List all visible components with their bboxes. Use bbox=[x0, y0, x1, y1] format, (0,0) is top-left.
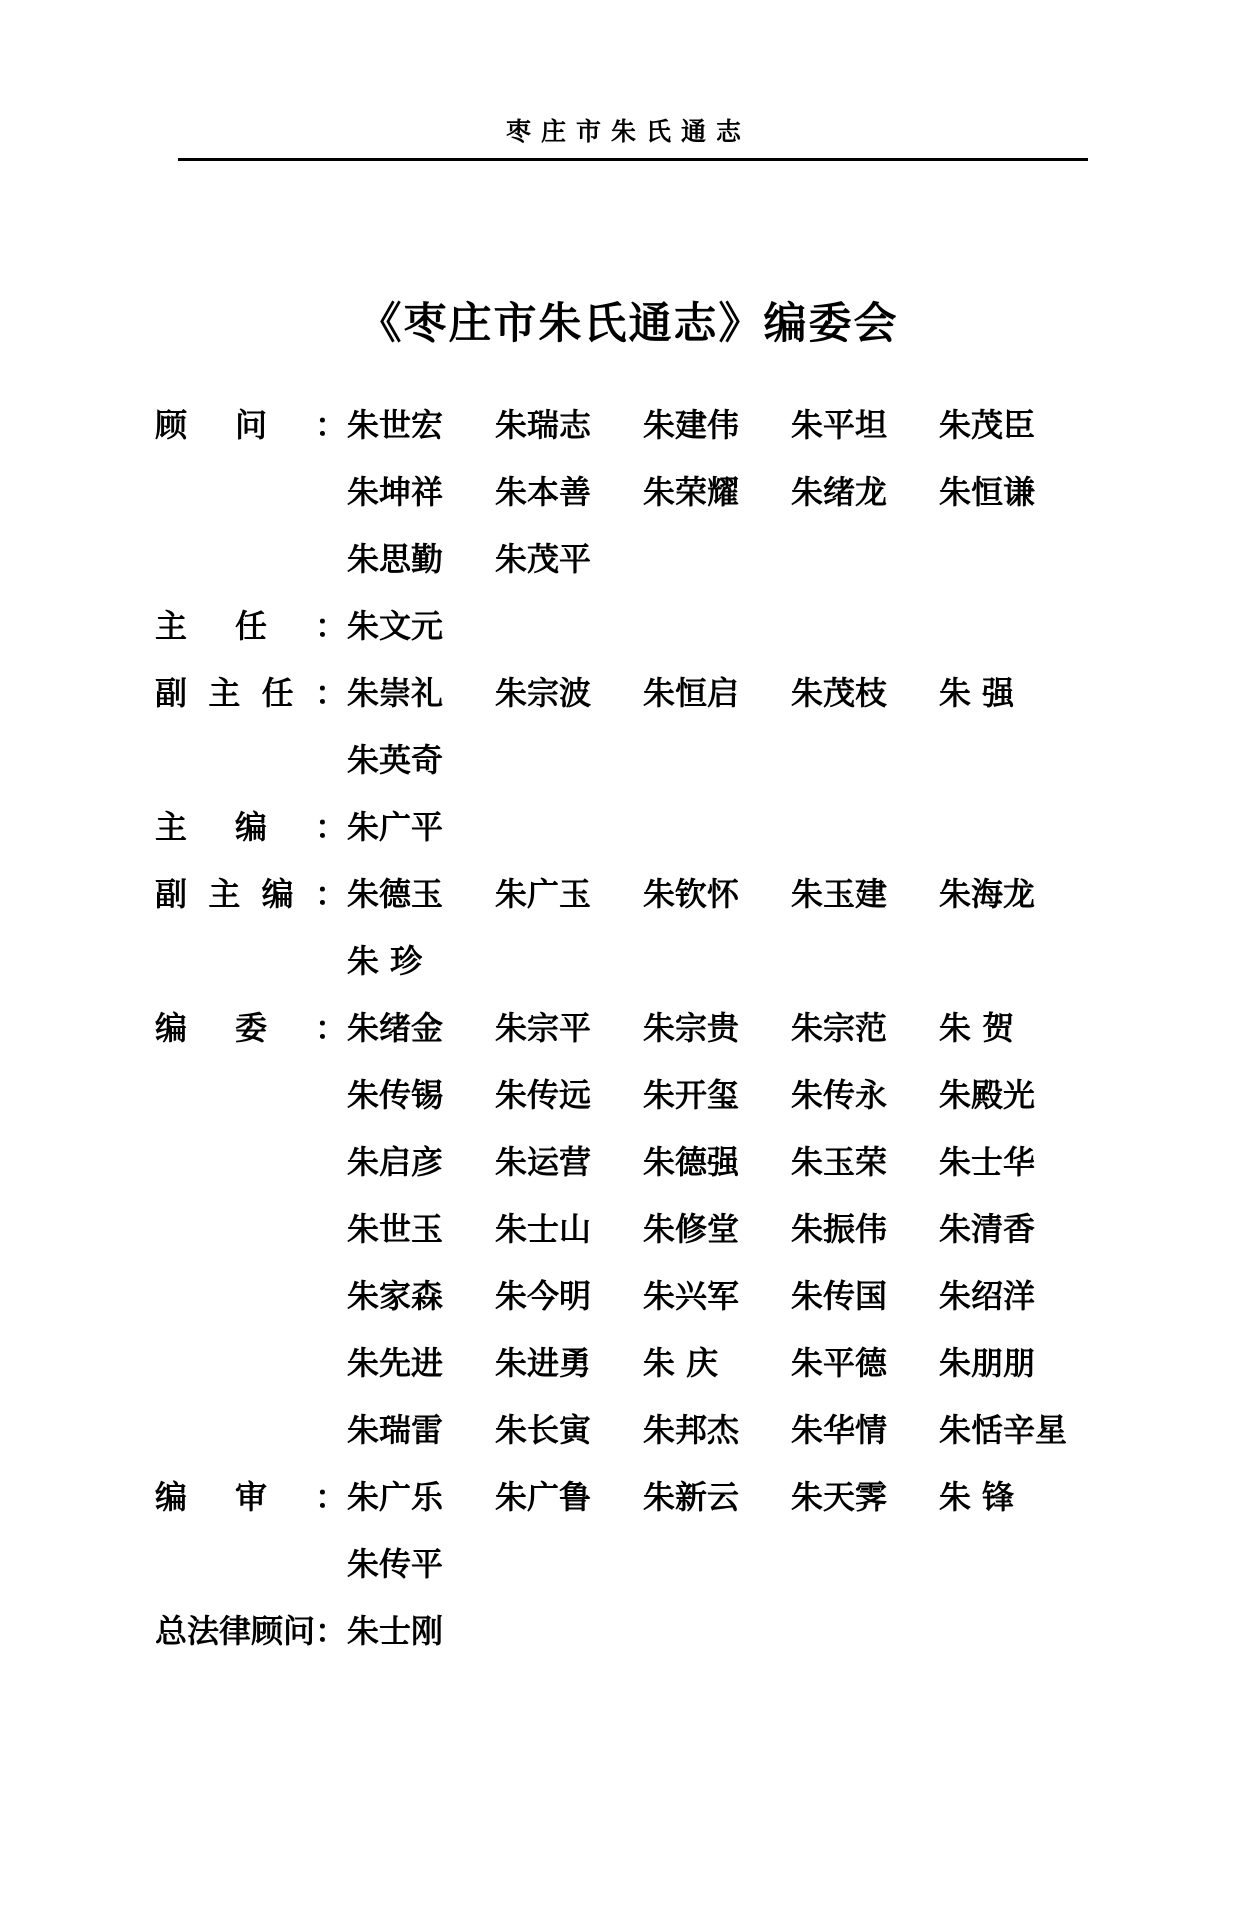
person-name: 朱建伟 bbox=[643, 406, 740, 444]
section-label bbox=[155, 601, 347, 647]
section-row bbox=[155, 1472, 1115, 1528]
section-label bbox=[155, 1003, 347, 1049]
person-name: 朱瑞雷 bbox=[347, 1411, 444, 1449]
name-group bbox=[347, 1137, 1115, 1183]
person-name: 朱朋朋 bbox=[939, 1344, 1036, 1382]
person-name: 朱士华 bbox=[939, 1143, 1036, 1181]
header-rule bbox=[178, 158, 1088, 161]
section-row-continued bbox=[155, 1271, 1115, 1327]
person-name: 朱茂臣 bbox=[939, 406, 1036, 444]
person-name: 朱崇礼 bbox=[347, 674, 444, 712]
label-char: 审 bbox=[234, 1478, 267, 1516]
name-group bbox=[347, 400, 1115, 446]
person-name: 朱平坦 bbox=[791, 406, 888, 444]
section-row-continued bbox=[155, 936, 1115, 992]
person-name: 朱新云 bbox=[643, 1478, 740, 1516]
person-name: 朱绍洋 bbox=[939, 1277, 1036, 1315]
name-group bbox=[347, 1070, 1115, 1116]
editorial-board-list bbox=[155, 400, 1115, 1673]
label-colon: ： bbox=[314, 607, 347, 645]
page-title: 《枣庄市朱氏通志》编委会 bbox=[358, 299, 899, 349]
person-name: 朱传锡 bbox=[347, 1076, 444, 1114]
name-group bbox=[347, 1003, 1115, 1049]
label-colon: ： bbox=[314, 875, 347, 913]
label-char: 任 bbox=[261, 674, 294, 712]
name-group bbox=[347, 1472, 1115, 1518]
person-name: 朱 锋 bbox=[939, 1478, 1015, 1516]
label-colon: ： bbox=[314, 406, 347, 444]
person-name: 朱荣耀 bbox=[643, 473, 740, 511]
person-name: 朱绪金 bbox=[347, 1009, 444, 1047]
name-group bbox=[347, 1539, 1115, 1585]
person-name: 朱平德 bbox=[791, 1344, 888, 1382]
label-colon: ： bbox=[314, 808, 347, 846]
person-name: 朱长寅 bbox=[495, 1411, 592, 1449]
person-name: 朱宗波 bbox=[495, 674, 592, 712]
person-name: 朱玉建 bbox=[791, 875, 888, 913]
person-name: 朱玉荣 bbox=[791, 1143, 888, 1181]
person-name: 朱茂平 bbox=[495, 540, 592, 578]
section-row-continued bbox=[155, 735, 1115, 791]
person-name: 朱运营 bbox=[495, 1143, 592, 1181]
person-name: 朱恒谦 bbox=[939, 473, 1036, 511]
name-group bbox=[347, 467, 1115, 513]
label-char: 委 bbox=[234, 1009, 267, 1047]
label-char: 顾 bbox=[155, 406, 188, 444]
person-name: 朱瑞志 bbox=[495, 406, 592, 444]
name-group bbox=[347, 735, 1115, 781]
person-name: 朱传远 bbox=[495, 1076, 592, 1114]
label-char: 编 bbox=[234, 808, 267, 846]
section-row bbox=[155, 601, 1115, 657]
label-colon: ： bbox=[314, 1478, 347, 1516]
person-name: 朱广鲁 bbox=[495, 1478, 592, 1516]
person-name: 朱传平 bbox=[347, 1545, 444, 1583]
section-label bbox=[155, 668, 347, 714]
person-name: 朱 贺 bbox=[939, 1009, 1015, 1047]
name-group bbox=[347, 1204, 1115, 1250]
person-name: 朱恒启 bbox=[643, 674, 740, 712]
person-name: 朱恬辛星 bbox=[939, 1411, 1068, 1449]
person-name: 朱坤祥 bbox=[347, 473, 444, 511]
label-char: 主 bbox=[155, 607, 188, 645]
person-name: 朱文元 bbox=[347, 607, 444, 645]
person-name: 朱茂枝 bbox=[791, 674, 888, 712]
person-name: 朱世宏 bbox=[347, 406, 444, 444]
name-group bbox=[347, 869, 1115, 915]
person-name: 朱 强 bbox=[939, 674, 1015, 712]
name-group bbox=[347, 802, 1115, 848]
person-name: 朱思勤 bbox=[347, 540, 444, 578]
person-name: 朱士山 bbox=[495, 1210, 592, 1248]
name-group bbox=[347, 936, 1115, 982]
person-name: 朱广玉 bbox=[495, 875, 592, 913]
section-label bbox=[155, 802, 347, 848]
person-name: 朱英奇 bbox=[347, 741, 444, 779]
person-name: 朱开玺 bbox=[643, 1076, 740, 1114]
running-head: 枣庄市朱氏通志 bbox=[505, 117, 751, 146]
person-name: 朱宗平 bbox=[495, 1009, 592, 1047]
person-name: 朱本善 bbox=[495, 473, 592, 511]
person-name: 朱清香 bbox=[939, 1210, 1036, 1248]
label-char: 问 bbox=[234, 406, 267, 444]
person-name: 朱殿光 bbox=[939, 1076, 1036, 1114]
section-label bbox=[155, 400, 347, 446]
name-group bbox=[347, 1405, 1115, 1451]
name-group bbox=[347, 668, 1115, 714]
person-name: 朱进勇 bbox=[495, 1344, 592, 1382]
label-char: 主 bbox=[208, 674, 241, 712]
label-colon: ： bbox=[314, 1009, 347, 1047]
person-name: 朱 庆 bbox=[643, 1344, 719, 1382]
person-name: 朱启彦 bbox=[347, 1143, 444, 1181]
person-name: 朱振伟 bbox=[791, 1210, 888, 1248]
person-name: 朱家森 bbox=[347, 1277, 444, 1315]
person-name: 朱兴军 bbox=[643, 1277, 740, 1315]
label-char: 副 bbox=[155, 674, 188, 712]
label-char: 任 bbox=[234, 607, 267, 645]
section-row-continued bbox=[155, 1137, 1115, 1193]
name-group bbox=[347, 1271, 1115, 1317]
section-row-continued bbox=[155, 1204, 1115, 1260]
person-name: 朱天霁 bbox=[791, 1478, 888, 1516]
label-char: 编 bbox=[261, 875, 294, 913]
section-row-continued bbox=[155, 1070, 1115, 1126]
person-name: 朱修堂 bbox=[643, 1210, 740, 1248]
section-row-continued bbox=[155, 1405, 1115, 1461]
person-name: 朱宗范 bbox=[791, 1009, 888, 1047]
person-name: 朱德强 bbox=[643, 1143, 740, 1181]
person-name: 朱华情 bbox=[791, 1411, 888, 1449]
section-row bbox=[155, 668, 1115, 724]
legal-advisor-line: 总法律顾问：朱士刚 bbox=[155, 1612, 444, 1650]
name-group bbox=[347, 534, 1115, 580]
person-name: 朱传永 bbox=[791, 1076, 888, 1114]
section-row bbox=[155, 869, 1115, 925]
person-name: 朱海龙 bbox=[939, 875, 1036, 913]
person-name: 朱宗贵 bbox=[643, 1009, 740, 1047]
section-row bbox=[155, 400, 1115, 456]
person-name: 朱广乐 bbox=[347, 1478, 444, 1516]
section-row-continued bbox=[155, 1539, 1115, 1595]
section-row-continued bbox=[155, 467, 1115, 523]
label-char: 主 bbox=[208, 875, 241, 913]
label-char: 编 bbox=[155, 1009, 188, 1047]
section-row-continued bbox=[155, 1338, 1115, 1394]
section-row bbox=[155, 802, 1115, 858]
person-name: 朱今明 bbox=[495, 1277, 592, 1315]
label-char: 编 bbox=[155, 1478, 188, 1516]
section-label bbox=[155, 1472, 347, 1518]
person-name: 朱 珍 bbox=[347, 942, 423, 980]
person-name: 朱德玉 bbox=[347, 875, 444, 913]
section-row bbox=[155, 1003, 1115, 1059]
section-row-continued bbox=[155, 534, 1115, 590]
person-name: 朱传国 bbox=[791, 1277, 888, 1315]
label-char: 主 bbox=[155, 808, 188, 846]
label-char: 副 bbox=[155, 875, 188, 913]
name-group bbox=[347, 1338, 1115, 1384]
person-name: 朱世玉 bbox=[347, 1210, 444, 1248]
person-name: 朱钦怀 bbox=[643, 875, 740, 913]
person-name: 朱绪龙 bbox=[791, 473, 888, 511]
person-name: 朱邦杰 bbox=[643, 1411, 740, 1449]
person-name: 朱广平 bbox=[347, 808, 444, 846]
label-colon: ： bbox=[314, 674, 347, 712]
section-label bbox=[155, 869, 347, 915]
person-name: 朱先进 bbox=[347, 1344, 444, 1382]
name-group bbox=[347, 601, 1115, 647]
